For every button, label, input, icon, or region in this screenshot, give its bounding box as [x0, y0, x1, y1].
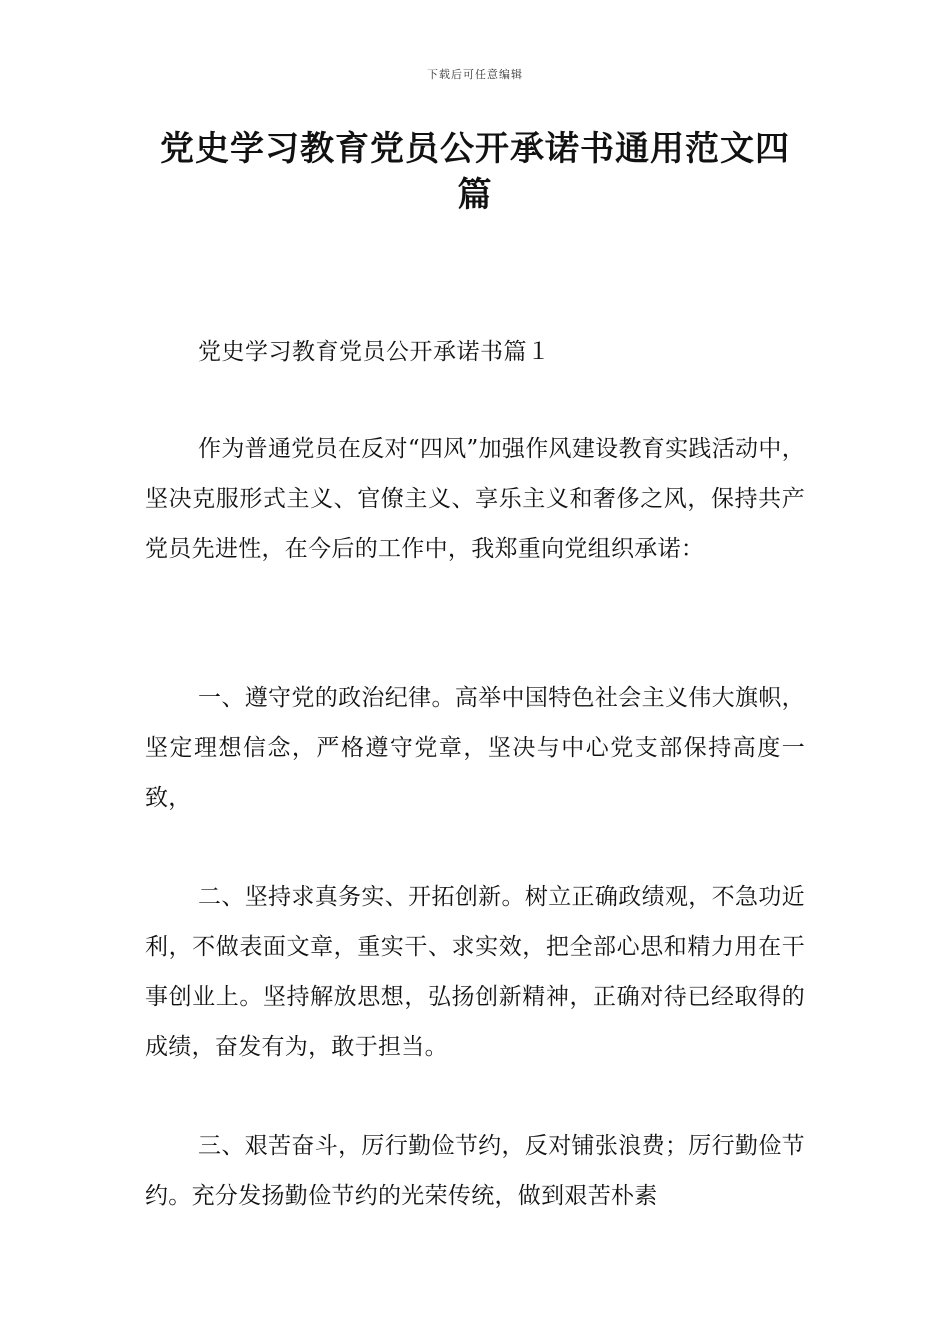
header-note: 下载后可任意编辑 — [427, 68, 523, 81]
paragraph-item-3: 三、艰苦奋斗，厉行勤俭节约，反对铺张浪费；厉行勤俭节约。充分发扬勤俭节约的光荣传统，做到艰苦朴素 — [145, 1133, 805, 1209]
paragraph-item-1: 一、遵守党的政治纪律。高举中国特色社会主义伟大旗帜，坚定理想信念，严格遵守党章，坚决与中心党支部保持高度一致， — [145, 685, 805, 811]
paragraph-item-2: 二、坚持求真务实、开拓创新。树立正确政绩观，不急功近利，不做表面文章，重实干、求实效，把全部心思和精力用在干事创业上。坚持解放思想，弘扬创新精神，正确对待已经取得的成绩，奋发有为，敢于担当。 — [145, 884, 805, 1060]
section-heading: 党史学习教育党员公开承诺书篇１ — [198, 339, 551, 365]
document-title: 党史学习教育党员公开承诺书通用范文四篇 — [160, 129, 790, 215]
paragraph-intro: 作为普通党员在反对“四风”加强作风建设教育实践活动中，坚决克服形式主义、官僚主义、享乐主义和奢侈之风，保持共产党员先进性，在今后的工作中，我郑重向党组织承诺： — [145, 436, 805, 562]
